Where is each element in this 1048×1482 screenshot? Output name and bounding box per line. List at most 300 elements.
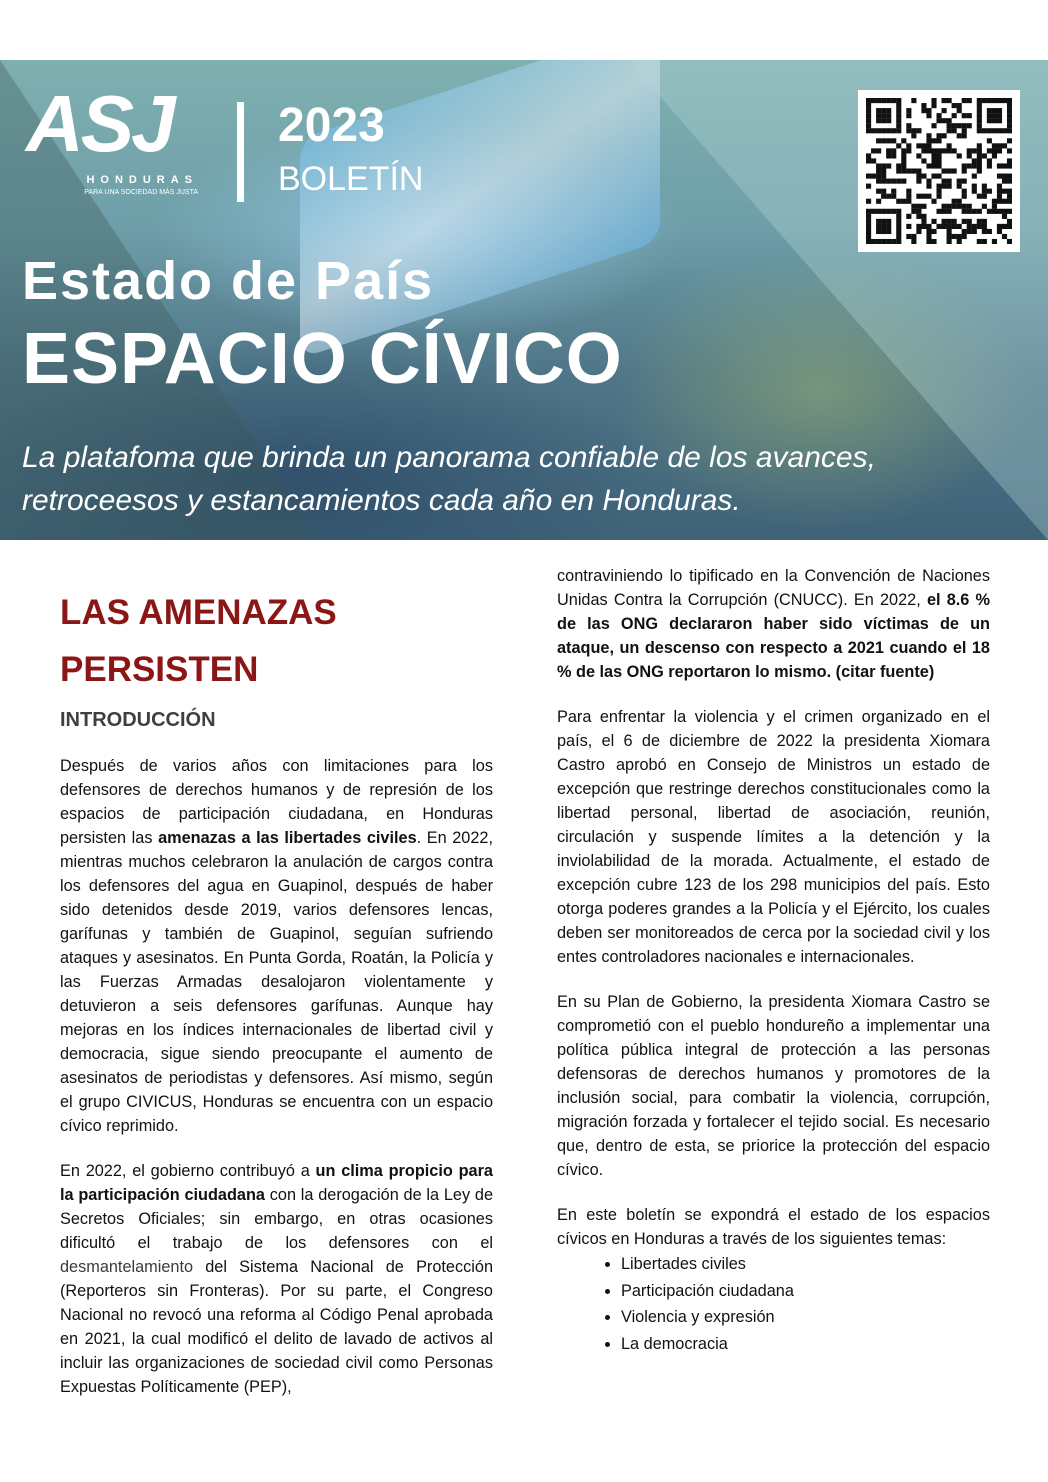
- qr-module: [936, 174, 941, 179]
- qr-module: [876, 168, 881, 173]
- qr-module: [886, 163, 891, 168]
- qr-module: [896, 224, 901, 229]
- qr-module: [866, 199, 871, 204]
- qr-module: [972, 148, 977, 153]
- left-column: [60, 754, 493, 1420]
- topic-item: • La democracia: [621, 1331, 990, 1358]
- qr-module: [926, 179, 931, 184]
- qr-module: [931, 229, 936, 234]
- qr-module: [926, 239, 931, 244]
- qr-module: [1002, 163, 1007, 168]
- qr-module: [942, 98, 947, 103]
- qr-module: [987, 128, 992, 133]
- qr-module: [926, 163, 931, 168]
- qr-module: [962, 98, 967, 103]
- qr-module: [997, 209, 1002, 214]
- qr-module: [911, 128, 916, 133]
- qr-module: [876, 219, 881, 224]
- qr-module: [957, 184, 962, 189]
- qr-module: [931, 103, 936, 108]
- qr-module: [921, 194, 926, 199]
- qr-module: [926, 108, 931, 113]
- qr-module: [886, 239, 891, 244]
- qr-module: [936, 118, 941, 123]
- qr-module: [876, 199, 881, 204]
- qr-module: [957, 224, 962, 229]
- qr-module: [901, 168, 906, 173]
- paragraph: [60, 1159, 493, 1399]
- qr-module: [992, 113, 997, 118]
- paragraph: [60, 754, 493, 1138]
- qr-module: [896, 108, 901, 113]
- qr-module: [982, 239, 987, 244]
- link-text[interactable]: desmantelamiento: [60, 1258, 194, 1276]
- qr-module: [957, 179, 962, 184]
- qr-module: [891, 239, 896, 244]
- logo-tagline: PARA UNA SOCIEDAD MÁS JUSTA: [84, 189, 198, 197]
- qr-module: [952, 224, 957, 229]
- qr-module: [931, 138, 936, 143]
- qr-module: [972, 229, 977, 234]
- qr-module: [916, 143, 921, 148]
- qr-module: [876, 224, 881, 229]
- qr-module: [871, 209, 876, 214]
- section-heading: [60, 584, 337, 698]
- qr-module: [876, 148, 881, 153]
- qr-module: [1002, 98, 1007, 103]
- qr-module: [921, 219, 926, 224]
- topic-item: • Libertades civiles: [621, 1251, 990, 1278]
- qr-module: [886, 98, 891, 103]
- qr-module: [911, 133, 916, 138]
- qr-module: [972, 163, 977, 168]
- qr-module: [947, 234, 952, 239]
- qr-module: [952, 204, 957, 209]
- qr-module: [962, 189, 967, 194]
- heading-line1: LAS AMENAZAS: [60, 593, 337, 632]
- qr-module: [876, 179, 881, 184]
- qr-module: [916, 174, 921, 179]
- qr-module: [886, 153, 891, 158]
- qr-module: [942, 133, 947, 138]
- qr-module: [921, 204, 926, 209]
- qr-module: [947, 239, 952, 244]
- qr-module: [866, 108, 871, 113]
- qr-module: [916, 168, 921, 173]
- qr-module: [972, 174, 977, 179]
- qr-module: [1002, 189, 1007, 194]
- qr-module: [901, 148, 906, 153]
- qr-module: [987, 113, 992, 118]
- paragraph: [557, 1203, 990, 1251]
- qr-module: [866, 174, 871, 179]
- topics-list: [557, 1251, 990, 1357]
- qr-module: [901, 158, 906, 163]
- qr-module: [886, 108, 891, 113]
- qr-module: [967, 163, 972, 168]
- qr-module: [992, 204, 997, 209]
- qr-module: [1007, 239, 1012, 244]
- qr-module: [962, 234, 967, 239]
- qr-module: [967, 113, 972, 118]
- qr-module: [876, 118, 881, 123]
- qr-module: [977, 118, 982, 123]
- qr-module: [967, 98, 972, 103]
- year: 2023: [278, 99, 385, 152]
- qr-module: [896, 113, 901, 118]
- qr-module: [936, 138, 941, 143]
- qr-module: [997, 148, 1002, 153]
- qr-module: [881, 179, 886, 184]
- qr-module: [977, 224, 982, 229]
- qr-module: [866, 224, 871, 229]
- qr-module: [992, 209, 997, 214]
- qr-module: [891, 189, 896, 194]
- qr-module: [942, 204, 947, 209]
- qr-module: [972, 224, 977, 229]
- qr-module: [881, 189, 886, 194]
- qr-module: [876, 209, 881, 214]
- cover-banner: [0, 60, 1048, 540]
- qr-module: [997, 143, 1002, 148]
- qr-module: [896, 118, 901, 123]
- qr-module: [1002, 143, 1007, 148]
- qr-module: [977, 163, 982, 168]
- qr-module: [982, 128, 987, 133]
- qr-module: [977, 108, 982, 113]
- qr-module: [921, 174, 926, 179]
- qr-module: [886, 209, 891, 214]
- qr-module: [952, 148, 957, 153]
- qr-module: [942, 118, 947, 123]
- qr-module: [1002, 234, 1007, 239]
- qr-module: [982, 184, 987, 189]
- qr-module: [876, 163, 881, 168]
- qr-module: [921, 158, 926, 163]
- qr-module: [942, 224, 947, 229]
- qr-module: [1007, 128, 1012, 133]
- qr-module: [886, 148, 891, 153]
- qr-module: [926, 113, 931, 118]
- qr-module: [942, 168, 947, 173]
- qr-module: [997, 224, 1002, 229]
- qr-module: [977, 98, 982, 103]
- qr-module: [997, 229, 1002, 234]
- qr-module: [901, 163, 906, 168]
- qr-module: [1002, 209, 1007, 214]
- qr-module: [942, 108, 947, 113]
- qr-module: [1007, 103, 1012, 108]
- qr-module: [1007, 224, 1012, 229]
- qr-module: [967, 224, 972, 229]
- qr-module: [926, 143, 931, 148]
- qr-module: [886, 229, 891, 234]
- qr-module: [926, 148, 931, 153]
- qr-module: [962, 163, 967, 168]
- qr-module: [972, 184, 977, 189]
- qr-module: [906, 199, 911, 204]
- qr-module: [881, 138, 886, 143]
- qr-module: [881, 168, 886, 173]
- qr-module: [982, 189, 987, 194]
- qr-module: [891, 209, 896, 214]
- qr-module: [901, 153, 906, 158]
- qr-module: [881, 108, 886, 113]
- qr-module: [916, 204, 921, 209]
- qr-module: [926, 224, 931, 229]
- qr-module: [871, 98, 876, 103]
- text-segment: Después de varios años con limitaciones para los defensores de derechos humanos y de represión de los espacios de participación ciudadana, en Honduras persisten las: [60, 757, 493, 847]
- qr-module: [866, 184, 871, 189]
- qr-module: [1007, 138, 1012, 143]
- qr-module: [952, 113, 957, 118]
- qr-module: [992, 148, 997, 153]
- qr-module: [906, 143, 911, 148]
- qr-module: [881, 98, 886, 103]
- qr-module: [921, 148, 926, 153]
- qr-module: [896, 128, 901, 133]
- qr-module: [962, 229, 967, 234]
- qr-module: [1007, 189, 1012, 194]
- qr-module: [931, 153, 936, 158]
- qr-module: [881, 113, 886, 118]
- qr-module: [876, 239, 881, 244]
- qr-module: [947, 204, 952, 209]
- qr-module: [891, 194, 896, 199]
- qr-module: [881, 219, 886, 224]
- qr-module: [1002, 174, 1007, 179]
- qr-module: [947, 184, 952, 189]
- subtitle-line2: retroceesos y estancamientos cada año en Honduras.: [22, 484, 741, 517]
- qr-module: [866, 214, 871, 219]
- qr-module: [997, 118, 1002, 123]
- qr-module: [947, 168, 952, 173]
- qr-module: [866, 118, 871, 123]
- logo-text: ASJ: [26, 79, 173, 168]
- qr-module: [972, 189, 977, 194]
- qr-module: [967, 204, 972, 209]
- logo-subtitle: HONDURAS: [86, 174, 198, 186]
- qr-module: [896, 98, 901, 103]
- qr-module: [896, 234, 901, 239]
- qr-module: [947, 143, 952, 148]
- qr-module: [926, 184, 931, 189]
- qr-module: [896, 103, 901, 108]
- qr-module: [931, 219, 936, 224]
- qr-module: [916, 229, 921, 234]
- qr-module: [931, 148, 936, 153]
- qr-module: [992, 98, 997, 103]
- qr-module: [881, 239, 886, 244]
- qr-module: [992, 143, 997, 148]
- qr-module: [906, 148, 911, 153]
- qr-module: [982, 153, 987, 158]
- paragraph: [557, 705, 990, 969]
- qr-module: [926, 138, 931, 143]
- qr-module: [997, 174, 1002, 179]
- qr-module: [911, 209, 916, 214]
- qr-module: [957, 239, 962, 244]
- qr-module: [987, 108, 992, 113]
- qr-module: [911, 98, 916, 103]
- qr-module: [997, 108, 1002, 113]
- qr-module: [1007, 179, 1012, 184]
- qr-module: [952, 199, 957, 204]
- qr-module: [977, 219, 982, 224]
- qr-module: [992, 153, 997, 158]
- qr-module: [962, 179, 967, 184]
- subtitle-line1: La platafoma que brinda un panorama confiable de los avances,: [22, 441, 876, 474]
- qr-module: [936, 189, 941, 194]
- qr-module: [866, 103, 871, 108]
- qr-module: [926, 133, 931, 138]
- qr-module: [881, 163, 886, 168]
- qr-module: [962, 113, 967, 118]
- qr-module: [977, 143, 982, 148]
- qr-module: [957, 123, 962, 128]
- qr-module: [891, 179, 896, 184]
- qr-module: [936, 153, 941, 158]
- qr-module: [891, 153, 896, 158]
- qr-module: [906, 123, 911, 128]
- qr-module: [1007, 158, 1012, 163]
- qr-module: [906, 128, 911, 133]
- title-line2: ESPACIO CÍVICO: [22, 319, 623, 399]
- qr-code-icon[interactable]: [858, 90, 1020, 252]
- qr-module: [967, 229, 972, 234]
- qr-module: [957, 199, 962, 204]
- qr-module: [1007, 199, 1012, 204]
- qr-module: [1007, 209, 1012, 214]
- qr-module: [896, 163, 901, 168]
- qr-module: [1007, 123, 1012, 128]
- qr-module: [896, 123, 901, 128]
- qr-module: [876, 128, 881, 133]
- qr-module: [1007, 98, 1012, 103]
- qr-module: [952, 234, 957, 239]
- qr-module: [906, 108, 911, 113]
- qr-module: [896, 199, 901, 204]
- qr-module: [962, 219, 967, 224]
- qr-module: [906, 234, 911, 239]
- qr-module: [942, 209, 947, 214]
- qr-module: [871, 174, 876, 179]
- qr-module: [886, 128, 891, 133]
- qr-module: [876, 98, 881, 103]
- text-segment: Para enfrentar la violencia y el crimen organizado en el país, el 6 de diciembre de 2022 la presidenta Xiomara Castro aprobó en Consejo de Ministros un estado de excepción que restringe derechos constitucionales como la libertad personal, libertad de asociación, reunión, circulación y suspende límites a la detención y la inviolabilidad de la morada. Actualmente, el estado de excepción cubre 123 de los 298 municipios del país. Esto otorga poderes grandes a la Policía y el Ejército, los cuales deben ser monitoreados de cerca por la sociedad civil y los entes controladores nacionales e internacionales.: [557, 708, 990, 966]
- qr-module: [1007, 118, 1012, 123]
- qr-module: [982, 98, 987, 103]
- qr-module: [962, 128, 967, 133]
- qr-module: [876, 229, 881, 234]
- qr-module: [906, 214, 911, 219]
- text-segment: contraviniendo lo tipificado en la Convención de Naciones Unidas Contra la Corrupción (CNUCC). En 2022,: [557, 567, 990, 609]
- qr-module: [977, 158, 982, 163]
- qr-module: [881, 118, 886, 123]
- qr-module: [1002, 224, 1007, 229]
- qr-module: [886, 118, 891, 123]
- qr-module: [886, 219, 891, 224]
- qr-module: [921, 224, 926, 229]
- qr-module: [1002, 199, 1007, 204]
- qr-module: [942, 179, 947, 184]
- qr-module: [871, 148, 876, 153]
- qr-module: [987, 209, 992, 214]
- qr-module: [931, 158, 936, 163]
- qr-module: [982, 219, 987, 224]
- topic-item: • Participación ciudadana: [621, 1278, 990, 1305]
- qr-module: [936, 163, 941, 168]
- qr-module: [881, 209, 886, 214]
- qr-module: [1007, 113, 1012, 118]
- qr-module: [916, 214, 921, 219]
- qr-module: [977, 103, 982, 108]
- qr-module: [992, 199, 997, 204]
- qr-module: [866, 234, 871, 239]
- qr-module: [931, 98, 936, 103]
- paragraph: [557, 564, 990, 684]
- qr-module: [997, 189, 1002, 194]
- qr-module: [906, 113, 911, 118]
- asj-logo: [26, 78, 198, 198]
- qr-module: [967, 219, 972, 224]
- qr-module: [962, 123, 967, 128]
- publication-type: BOLETÍN: [278, 160, 424, 198]
- qr-module: [987, 158, 992, 163]
- qr-module: [1007, 108, 1012, 113]
- text-segment: . En 2022, mientras muchos celebraron la anulación de cargos contra los defensores del agua en Guapinol, después de haber sido detenidos desde 2019, varios defensores lencas, garífunas y también de Guapinol, seguían sufriendo ataques y asesinatos. En Punta Gorda, Roatán, la Policía y las Fuerzas Armadas desalojaron violentamente y detuvieron a seis defensores garífunas. Aunque hay mejoras en los índices internacionales de libertad civil y democracia, sigue siendo preocupante el aumento de asesinatos de periodistas y defensores. Así mismo, según el grupo CIVICUS, Honduras se encuentra con un espacio cívico reprimido.: [60, 829, 493, 1135]
- qr-module: [977, 239, 982, 244]
- qr-module: [947, 128, 952, 133]
- qr-module: [982, 229, 987, 234]
- qr-module: [906, 168, 911, 173]
- qr-module: [901, 199, 906, 204]
- qr-module: [957, 108, 962, 113]
- qr-module: [1007, 148, 1012, 153]
- qr-module: [962, 194, 967, 199]
- qr-module: [916, 209, 921, 214]
- qr-module: [982, 194, 987, 199]
- bold-text: el 8.6 % de las ONG declararon haber sido víctimas de un ataque, un descenso con respecto a 2021 cuando el 18 % de las ONG reportaron lo mismo. (citar fuente): [557, 591, 990, 681]
- qr-module: [916, 128, 921, 133]
- qr-module: [876, 138, 881, 143]
- qr-module: [947, 229, 952, 234]
- qr-module: [931, 163, 936, 168]
- qr-module: [936, 148, 941, 153]
- qr-module: [977, 194, 982, 199]
- qr-module: [982, 204, 987, 209]
- qr-module: [952, 219, 957, 224]
- title-line1: Estado de País: [22, 251, 435, 311]
- qr-module: [911, 168, 916, 173]
- qr-module: [977, 209, 982, 214]
- qr-module: [906, 224, 911, 229]
- qr-module: [1007, 194, 1012, 199]
- qr-module: [921, 108, 926, 113]
- right-column: [557, 564, 990, 1357]
- qr-module: [1002, 214, 1007, 219]
- qr-module: [997, 194, 1002, 199]
- bold-text: amenazas a las libertades civiles: [158, 829, 417, 847]
- heading-line2: PERSISTEN: [60, 650, 259, 689]
- qr-module: [896, 209, 901, 214]
- qr-module: [947, 179, 952, 184]
- qr-module: [896, 168, 901, 173]
- qr-module: [1007, 174, 1012, 179]
- qr-module: [987, 98, 992, 103]
- qr-module: [936, 194, 941, 199]
- qr-module: [881, 229, 886, 234]
